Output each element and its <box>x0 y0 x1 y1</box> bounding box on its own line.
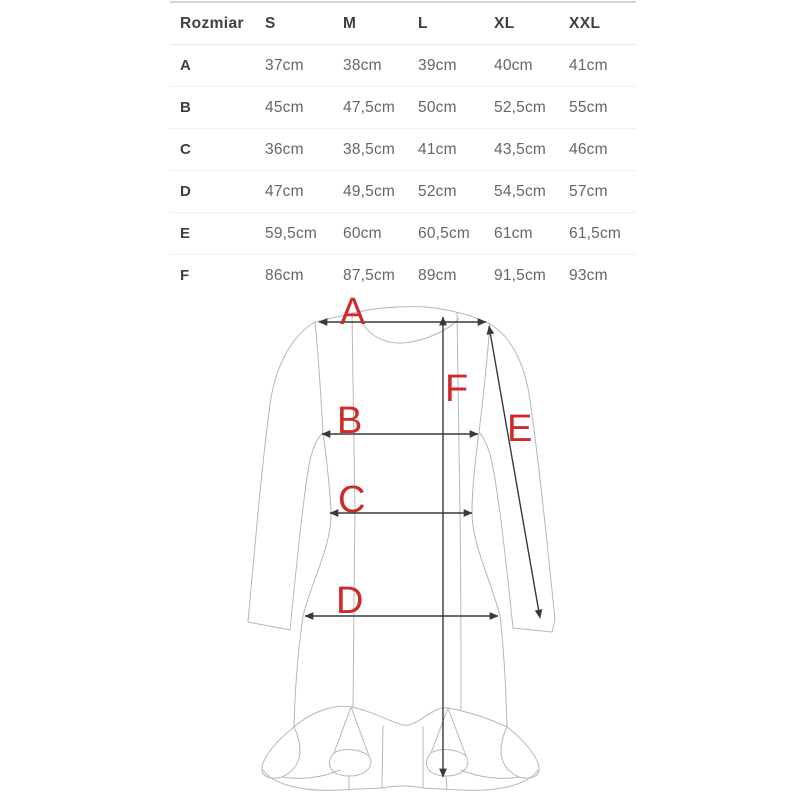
size-row-label: D <box>170 171 255 213</box>
size-row-label: A <box>170 45 255 87</box>
size-cell: 36cm <box>255 129 333 171</box>
size-cell: 93cm <box>569 266 608 284</box>
size-table-title: Rozmiar <box>170 2 255 45</box>
size-cell: 40cm <box>484 45 559 87</box>
measurement-annotations <box>305 291 540 777</box>
size-cell: 86cm <box>265 266 304 284</box>
measure-label-e: E <box>507 408 533 450</box>
size-cell: 55cm <box>559 87 636 129</box>
size-cell: 47cm <box>255 171 333 213</box>
size-cell: 61,5cm <box>559 213 636 255</box>
size-col-header-m: M <box>333 2 408 45</box>
size-col-header-xxl: XXL <box>559 2 636 45</box>
size-col-header-s: S <box>255 2 333 45</box>
size-cell: 49,5cm <box>333 171 408 213</box>
size-cell: 38cm <box>333 45 408 87</box>
measure-label-a: A <box>340 291 366 333</box>
measure-label-b: B <box>337 400 363 442</box>
size-cell: 59,5cm <box>255 213 333 255</box>
measure-label-f: F <box>445 368 469 410</box>
size-row-label: B <box>170 87 255 129</box>
dress-sketch <box>248 307 555 791</box>
size-cell: 46cm <box>559 129 636 171</box>
size-cell: 39cm <box>408 45 484 87</box>
size-cell: 52cm <box>408 171 484 213</box>
size-col-header-xl: XL <box>484 2 559 45</box>
size-cell: 52,5cm <box>484 87 559 129</box>
dress-body <box>294 313 507 727</box>
dress-sleeve-left <box>248 322 323 630</box>
size-row-label: E <box>170 213 255 255</box>
size-cell: 91,5cm <box>494 266 547 284</box>
size-cell: 41cm <box>559 45 636 87</box>
size-row-label: F <box>180 267 190 284</box>
size-cell: 89cm <box>418 266 457 284</box>
measure-label-c: C <box>338 479 366 521</box>
size-cell: 37cm <box>255 45 333 87</box>
size-cell: 38,5cm <box>333 129 408 171</box>
size-cell: 45cm <box>255 87 333 129</box>
size-col-header-l: L <box>408 2 484 45</box>
size-row-label: C <box>170 129 255 171</box>
measure-label-d: D <box>336 580 364 622</box>
size-cell: 57cm <box>559 171 636 213</box>
dress-ruffle-hem <box>262 706 539 790</box>
size-cell: 60cm <box>333 213 408 255</box>
size-cell: 41cm <box>408 129 484 171</box>
measure-arrow-e <box>489 326 540 618</box>
size-cell: 61cm <box>484 213 559 255</box>
size-cell: 50cm <box>408 87 484 129</box>
size-cell: 54,5cm <box>484 171 559 213</box>
size-cell: 47,5cm <box>333 87 408 129</box>
size-cell: 43,5cm <box>484 129 559 171</box>
size-cell: 60,5cm <box>408 213 484 255</box>
size-cell: 87,5cm <box>343 266 396 284</box>
